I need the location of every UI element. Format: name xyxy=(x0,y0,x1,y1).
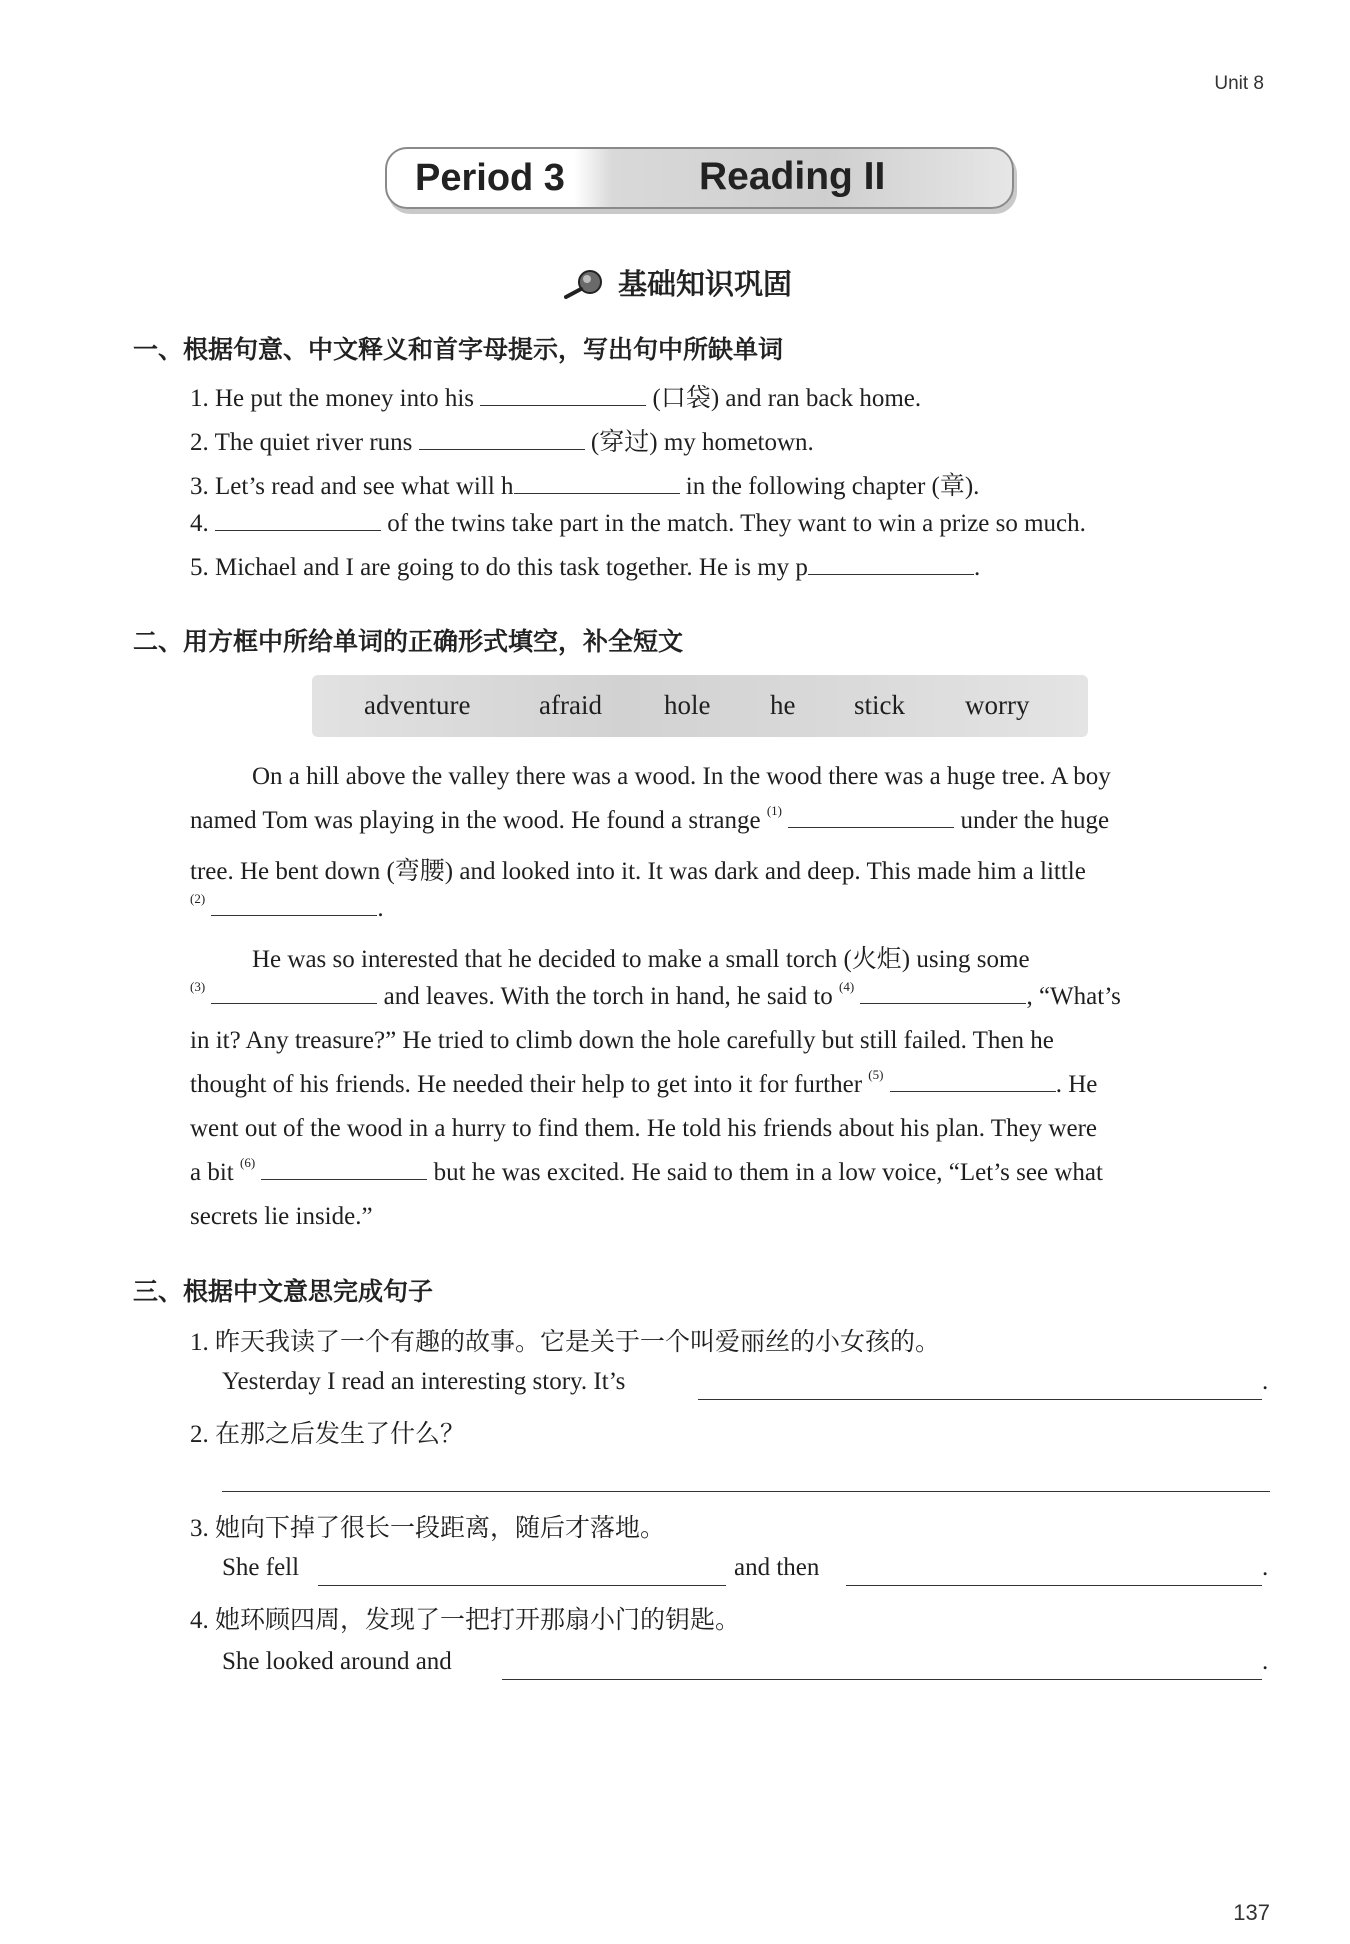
part1-title: 一、根据句意、中文释义和首字母提示，写出句中所缺单词 xyxy=(133,336,784,364)
answer-blank-3[interactable] xyxy=(211,1002,377,1004)
item-text: The quiet river runs xyxy=(214,429,413,456)
blank-marker: (1) xyxy=(766,803,783,818)
word-bank-item: adventure xyxy=(364,690,471,720)
passage-line xyxy=(190,891,384,923)
blank-marker: (6) xyxy=(240,1155,256,1170)
answer-blank[interactable] xyxy=(419,448,585,450)
part3-item-4-cn xyxy=(190,1600,740,1636)
part1-item-3 xyxy=(190,466,979,502)
passage-text: thought of his friends. He needed their help to get into it for further xyxy=(190,1071,863,1098)
part1-item-1 xyxy=(190,378,921,414)
sentence-period: . xyxy=(1262,1368,1269,1395)
passage-line: tree. He bent down (弯腰) and looked into it. It was dark and deep. This made him a little xyxy=(190,858,1086,885)
word-bank-item: worry xyxy=(965,690,1030,720)
passage-line: On a hill above the valley there was a wood. In the wood there was a huge tree. A boy xyxy=(252,763,1111,790)
part3-item-3-mid: and then xyxy=(734,1554,820,1581)
item-text: (口袋) and ran back home. xyxy=(652,385,922,412)
section-heading xyxy=(560,262,792,303)
item-text: He put the money into his xyxy=(215,385,474,412)
part3-item-3-cn xyxy=(190,1508,665,1544)
answer-line[interactable] xyxy=(502,1678,1262,1680)
answer-blank[interactable] xyxy=(215,529,381,531)
item-number: 5. xyxy=(190,554,209,581)
chinese-prompt: 她向下掉了很长一段距离，随后才落地。 xyxy=(215,1515,666,1542)
blank-marker: (5) xyxy=(868,1067,884,1082)
item-number: 1. xyxy=(190,1329,209,1356)
word-bank-item: afraid xyxy=(539,690,602,720)
answer-line[interactable] xyxy=(698,1398,1262,1400)
passage-text: . xyxy=(377,895,384,922)
part2-title: 二、用方框中所给单词的正确形式填空，补全短文 xyxy=(133,628,684,656)
passage-line: secrets lie inside.” xyxy=(190,1203,373,1230)
item-number: 2. xyxy=(190,1421,209,1448)
answer-blank-4[interactable] xyxy=(860,1002,1026,1004)
item-number: 3. xyxy=(190,1515,209,1542)
part3-title: 三、根据中文意思完成句子 xyxy=(133,1278,434,1306)
passage-text: . He xyxy=(1055,1071,1098,1098)
unit-label: Unit 8 xyxy=(1214,73,1264,94)
passage-text: but he was excited. He said to them in a low voice, “Let’s see what xyxy=(433,1159,1103,1186)
chinese-prompt: 昨天我读了一个有趣的故事。它是关于一个叫爱丽丝的小女孩的。 xyxy=(215,1329,941,1356)
item-number: 3. xyxy=(190,473,209,500)
passage-text: a bit xyxy=(190,1159,234,1186)
part1-item-5 xyxy=(190,554,980,582)
item-text: Michael and I are going to do this task together. He is my p xyxy=(215,554,808,581)
item-text: . xyxy=(973,554,981,581)
item-text: Let’s read and see what will h xyxy=(215,473,514,500)
answer-blank-6[interactable] xyxy=(261,1178,427,1180)
item-text: in the following chapter (章). xyxy=(685,473,980,500)
page-number: 137 xyxy=(1233,1900,1270,1925)
part1-item-2 xyxy=(190,422,814,458)
answer-line[interactable] xyxy=(318,1584,726,1586)
part3-item-4-en: She looked around and xyxy=(222,1648,452,1675)
answer-blank[interactable] xyxy=(808,573,974,575)
answer-line[interactable] xyxy=(222,1490,1270,1492)
item-number: 2. xyxy=(190,429,209,456)
item-text: (穿过) my hometown. xyxy=(590,429,814,456)
period-label: Period 3 xyxy=(415,157,565,199)
sentence-period: . xyxy=(1262,1648,1269,1675)
chinese-prompt: 她环顾四周，发现了一把打开那扇小门的钥匙。 xyxy=(215,1607,741,1634)
passage-line xyxy=(190,979,1121,1011)
passage-line: went out of the wood in a hurry to find them. He told his friends about his plan. They were xyxy=(190,1115,1097,1142)
item-number: 4. xyxy=(190,1607,209,1634)
blank-marker: (2) xyxy=(190,891,206,906)
passage-text: under the huge xyxy=(960,807,1110,834)
passage-line: He was so interested that he decided to make a small torch (火炬) using some xyxy=(252,946,1030,973)
word-bank-item: stick xyxy=(854,690,905,720)
answer-blank[interactable] xyxy=(514,492,680,494)
passage-text: and leaves. With the torch in hand, he said to xyxy=(383,983,833,1010)
word-bank-item: hole xyxy=(664,690,711,720)
passage-line xyxy=(190,1155,1103,1187)
answer-blank-1[interactable] xyxy=(788,826,954,828)
word-bank-item: he xyxy=(770,690,796,720)
blank-marker: (4) xyxy=(839,979,855,994)
part3-item-1-en xyxy=(222,1368,625,1396)
period-banner xyxy=(385,147,1014,209)
passage-text: , “What’s xyxy=(1026,983,1121,1010)
answer-blank-5[interactable] xyxy=(890,1090,1056,1092)
magnifier-icon xyxy=(560,265,606,301)
item-number: 4. xyxy=(190,510,209,537)
answer-blank-2[interactable] xyxy=(211,914,377,916)
section-title: 基础知识巩固 xyxy=(618,269,793,301)
part3-item-1-cn xyxy=(190,1322,940,1358)
passage-line xyxy=(190,803,1110,835)
passage-line: in it? Any treasure?” He tried to climb down the hole carefully but still failed. Then he xyxy=(190,1027,1054,1054)
answer-blank[interactable] xyxy=(480,404,646,406)
part3-item-3-en: She fell xyxy=(222,1554,300,1581)
blank-marker: (3) xyxy=(190,979,206,994)
chinese-prompt: 在那之后发生了什么？ xyxy=(215,1421,466,1448)
english-stem: Yesterday I read an interesting story. It’s xyxy=(222,1368,626,1395)
passage-text: named Tom was playing in the wood. He found a strange xyxy=(190,807,761,834)
lesson-title: Reading II xyxy=(699,155,886,198)
sentence-period: . xyxy=(1262,1554,1269,1581)
passage-line xyxy=(190,1067,1098,1099)
word-bank xyxy=(312,675,1088,737)
part1-item-4 xyxy=(190,510,1086,538)
item-number: 1. xyxy=(190,385,209,412)
answer-line[interactable] xyxy=(846,1584,1262,1586)
part3-item-2-cn xyxy=(190,1414,465,1450)
item-text: of the twins take part in the match. They want to win a prize so much. xyxy=(387,510,1086,537)
